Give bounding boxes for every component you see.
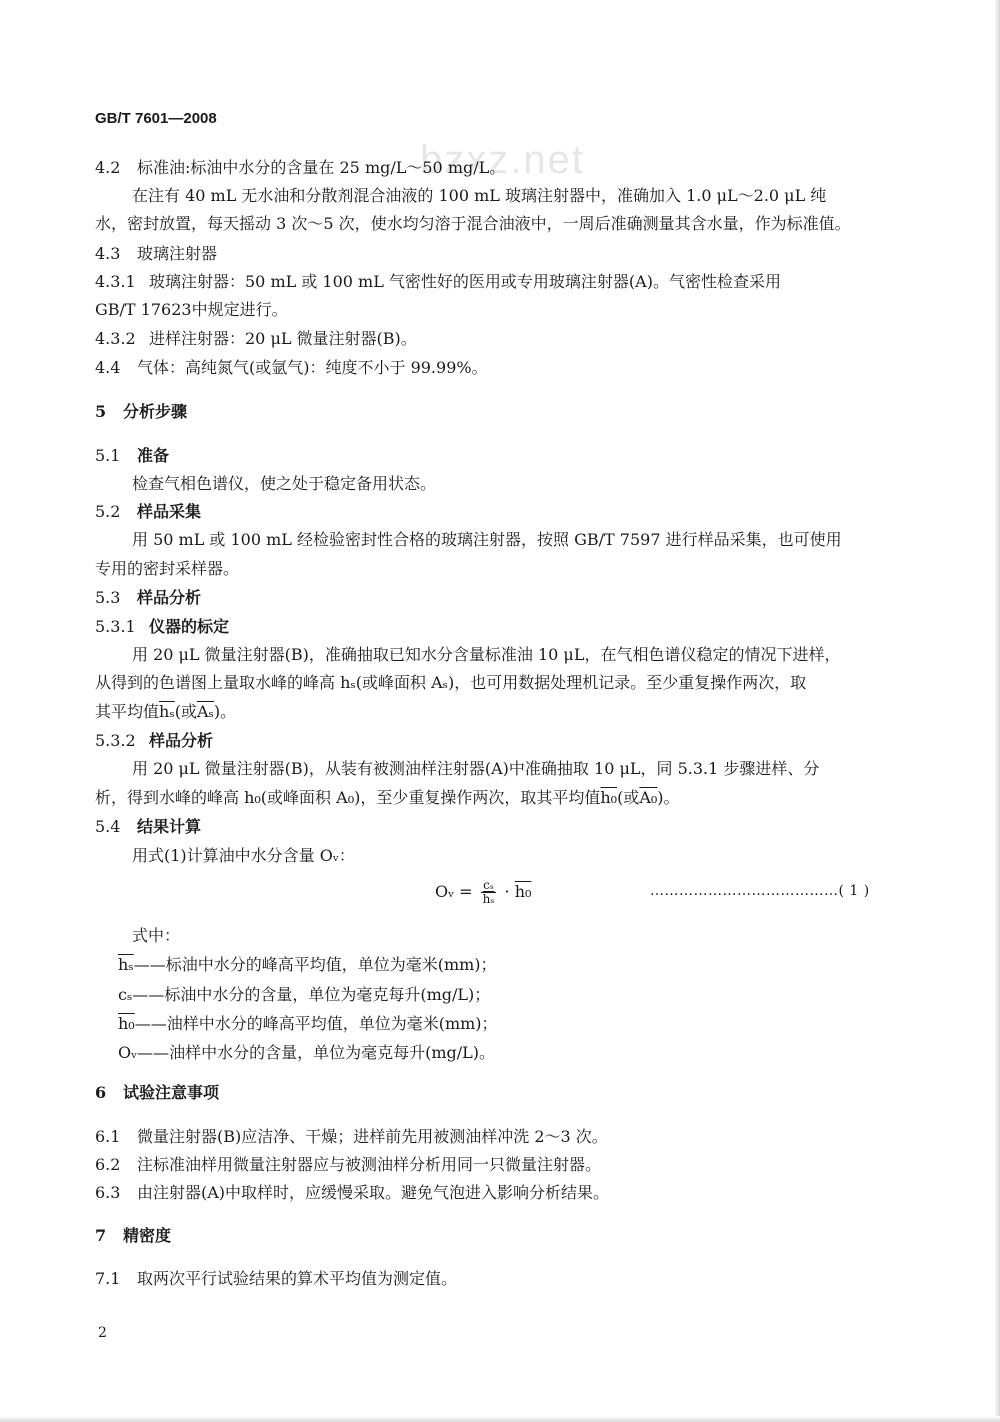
definition-text: ——标油中水分的含量，单位为毫克每升(mg/L)； bbox=[132, 985, 491, 1004]
definition-text: ——油样中水分的峰高平均值，单位为毫米(mm)； bbox=[134, 1014, 498, 1033]
clause-5-2: 5.2 样品采集 bbox=[95, 502, 202, 521]
scan-edge bbox=[0, 1416, 1000, 1422]
paragraph: 其平均值$\overline{h_s}$(或$\overline{A_s}$)。 bbox=[95, 702, 237, 721]
paragraph: 用 50 mL 或 100 mL 经检验密封性合格的玻璃注射器，按照 GB/T 7597 进行样品采集，也可使用 bbox=[132, 530, 842, 549]
clause-4-4: 4.4 气体：高纯氮气(或氩气)：纯度不小于 99.99%。 bbox=[95, 358, 488, 377]
paragraph: 析，得到水峰的峰高 h₀(或峰面积 A₀)，至少重复操作两次，取其平均值h₀(或A₀)。 bbox=[95, 788, 680, 807]
formula-1: Oᵥ = $\frac{\text{cₛ}}{\text{hₛ}}$ · h₀ bbox=[435, 878, 532, 906]
definition-item bbox=[118, 955, 890, 975]
definition-symbol: $\overline{h_s}$ bbox=[118, 955, 134, 974]
clause-6-3: 6.3 由注射器(A)中取样时，应缓慢采取。避免气泡进入影响分析结果。 bbox=[95, 1183, 610, 1202]
definition-symbol: Oᵥ bbox=[118, 1043, 138, 1062]
clause-6-2: 6.2 注标准油样用微量注射器应与被测油样分析用同一只微量注射器。 bbox=[95, 1155, 602, 1174]
page-number: 2 bbox=[98, 1325, 107, 1341]
clause-6-1: 6.1 微量注射器(B)应洁净、干燥；进样前先用被测油样冲洗 2～3 次。 bbox=[95, 1127, 608, 1146]
paragraph: GB/T 17623中规定进行。 bbox=[95, 300, 288, 319]
clause-4-2: 4.2 标准油:标油中水分的含量在 25 mg/L～50 mg/L。 bbox=[95, 158, 506, 177]
clause-5-3-2: 5.3.2 样品分析 bbox=[95, 731, 214, 750]
section-5-heading: 5 分析步骤 bbox=[95, 402, 188, 421]
standard-header: GB/T 7601—2008 bbox=[95, 110, 217, 127]
clause-4-3: 4.3 玻璃注射器 bbox=[95, 244, 218, 263]
clause-4-3-1: 4.3.1 玻璃注射器：50 mL 或 100 mL 气密性好的医用或专用玻璃注射器(A)。气密性检查采用 bbox=[95, 272, 781, 291]
clause-5-1: 5.1 准备 bbox=[95, 446, 170, 465]
definition-item bbox=[118, 985, 890, 1005]
paragraph: 用式(1)计算油中水分含量 Oᵥ： bbox=[132, 846, 355, 865]
definition-item bbox=[118, 1014, 890, 1034]
clause-4-3-2: 4.3.2 进样注射器：20 μL 微量注射器(B)。 bbox=[95, 329, 417, 348]
paragraph: 在注有 40 mL 无水油和分散剂混合油液的 100 mL 玻璃注射器中，准确加入 1.0 μL～2.0 μL 纯 bbox=[132, 186, 827, 205]
paragraph: 用 20 μL 微量注射器(B)，准确抽取已知水分含量标准油 10 μL，在气相色谱仪稳定的情况下进样， bbox=[132, 645, 841, 664]
watermark: bzxz.net bbox=[420, 138, 585, 182]
fraction: $\frac{\text{cₛ}}{\text{hₛ}}$ bbox=[482, 878, 495, 906]
paragraph: 水，密封放置，每天摇动 3 次～5 次，使水均匀溶于混合油液中，一周后准确测量其含水量，作为标准值。 bbox=[95, 214, 851, 233]
equation-number: …………………………………( 1 ) bbox=[650, 883, 870, 899]
clause-7-1: 7.1 取两次平行试验结果的算术平均值为测定值。 bbox=[95, 1269, 458, 1288]
clause-5-3-1: 5.3.1 仪器的标定 bbox=[95, 617, 230, 636]
clause-5-3: 5.3 样品分析 bbox=[95, 588, 202, 607]
definition-symbol: h₀ bbox=[118, 1014, 135, 1033]
paragraph: 用 20 μL 微量注射器(B)，从装有被测油样注射器(A)中准确抽取 10 μL，同 5.3.1 步骤进样、分 bbox=[132, 759, 820, 778]
clause-5-4: 5.4 结果计算 bbox=[95, 817, 202, 836]
definition-symbol: cₛ bbox=[118, 985, 133, 1004]
paragraph: 检查气相色谱仪，使之处于稳定备用状态。 bbox=[132, 474, 437, 493]
paragraph: 专用的密封采样器。 bbox=[95, 559, 240, 578]
definition-item bbox=[118, 1043, 890, 1063]
section-6-heading: 6 试验注意事项 bbox=[95, 1083, 220, 1102]
definition-text: ——标油中水分的峰高平均值，单位为毫米(mm)； bbox=[133, 955, 497, 974]
where-label: 式中： bbox=[132, 926, 181, 945]
paragraph: 从得到的色谱图上量取水峰的峰高 hₛ(或峰面积 Aₛ)，也可用数据处理机记录。至少重复操作两次，取 bbox=[95, 673, 807, 692]
scan-edge bbox=[994, 0, 1000, 1422]
section-7-heading: 7 精密度 bbox=[95, 1226, 172, 1245]
definition-text: ——油样中水分的含量，单位为毫克每升(mg/L)。 bbox=[137, 1043, 495, 1062]
